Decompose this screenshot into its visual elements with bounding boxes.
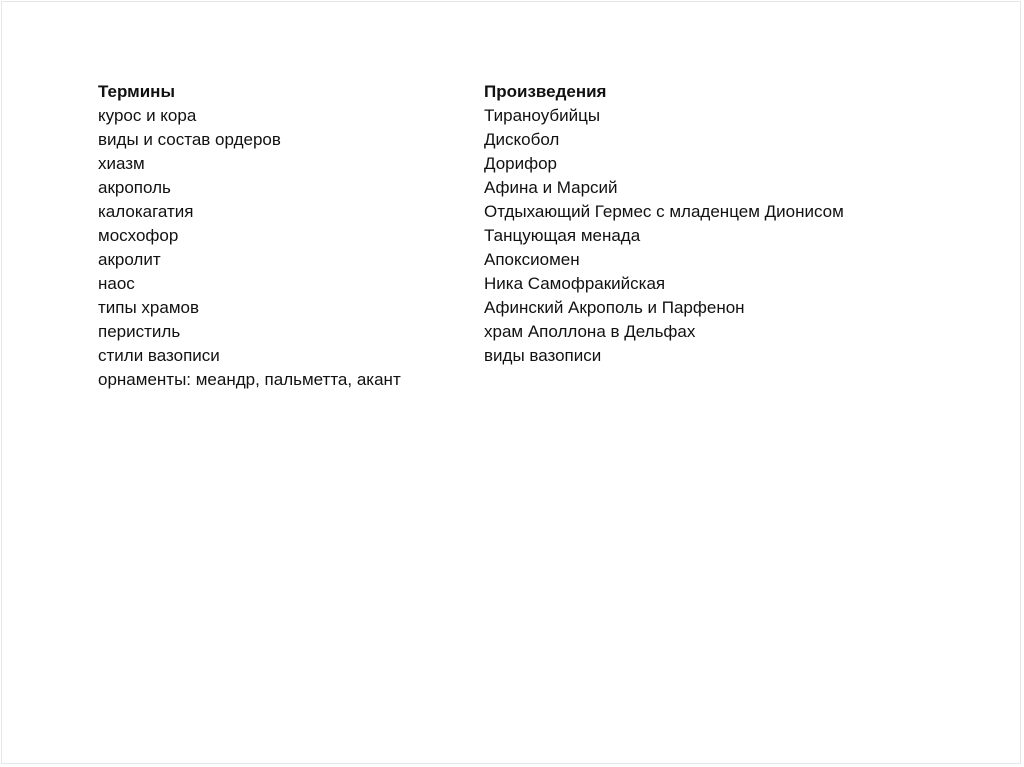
works-list: [484, 104, 844, 368]
works-column: [484, 80, 844, 368]
works-item: Апоксиомен: [484, 250, 580, 269]
works-item: виды вазописи: [484, 346, 602, 365]
works-item: Афина и Марсий: [484, 178, 618, 197]
works-item: Афинский Акрополь и Парфенон: [484, 298, 745, 317]
terms-item: калокагатия: [98, 202, 194, 221]
terms-item: орнаменты: меандр, пальметта, акант: [98, 370, 401, 389]
terms-item: виды и состав ордеров: [98, 130, 281, 149]
works-item: Ника Самофракийская: [484, 274, 666, 293]
works-item: Дискобол: [484, 130, 560, 149]
terms-heading: Термины: [98, 82, 175, 101]
terms-column: [98, 80, 401, 392]
slide: [1, 1, 1021, 764]
works-heading: Произведения: [484, 82, 607, 101]
terms-list: [98, 104, 401, 392]
terms-item: наос: [98, 274, 135, 293]
terms-item: хиазм: [98, 154, 145, 173]
terms-item: мосхофор: [98, 226, 179, 245]
terms-item: акролит: [98, 250, 161, 269]
works-item: Тираноубийцы: [484, 106, 601, 125]
works-item: Отдыхающий Гермес с младенцем Дионисом: [484, 202, 844, 221]
works-item: храм Аполлона в Дельфах: [484, 322, 696, 341]
terms-item: стили вазописи: [98, 346, 220, 365]
works-item: Дорифор: [484, 154, 558, 173]
works-item: Танцующая менада: [484, 226, 641, 245]
terms-item: перистиль: [98, 322, 181, 341]
terms-item: акрополь: [98, 178, 171, 197]
terms-item: курос и кора: [98, 106, 197, 125]
terms-item: типы храмов: [98, 298, 200, 317]
